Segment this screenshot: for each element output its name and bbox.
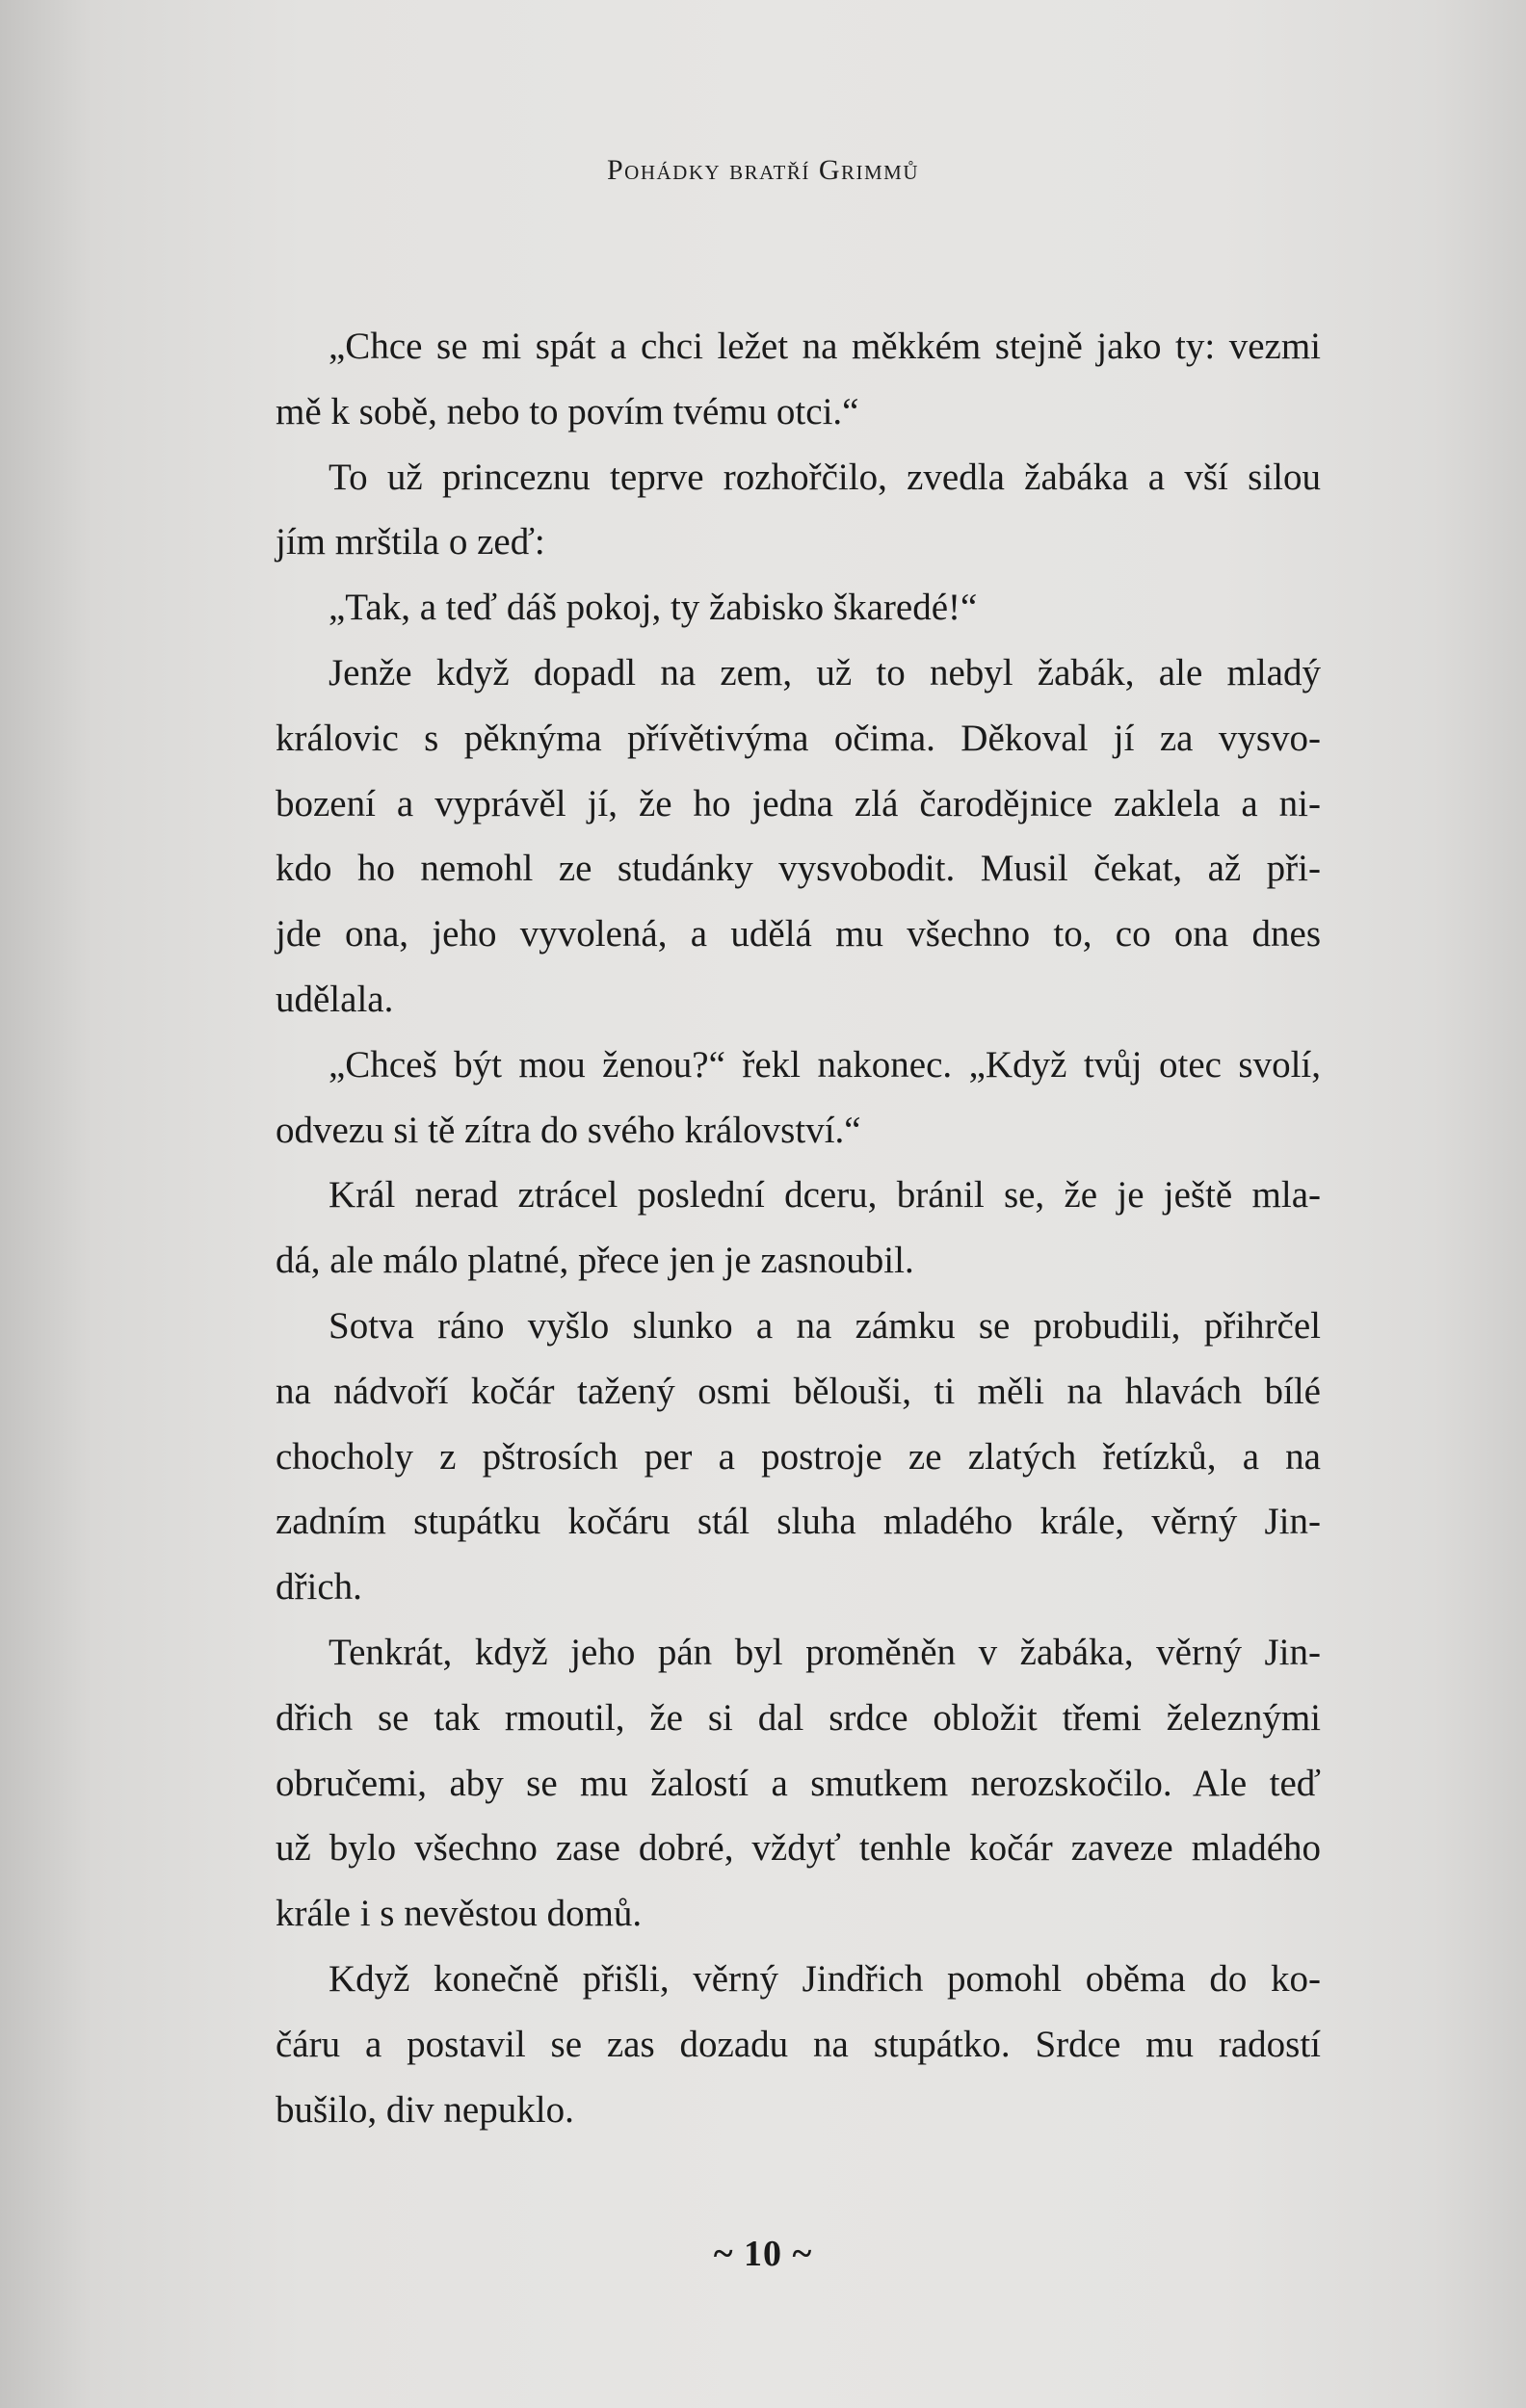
paragraph xyxy=(223,314,1321,445)
text-line: bušilo, div nepuklo. xyxy=(276,2088,574,2131)
text-line: Sotva ráno vyšlo slunko a na zámku se probudili, přihrčel xyxy=(329,1304,1321,1347)
text-line: kdo ho nemohl ze studánky vysvobodit. Musil čekat, až při- xyxy=(276,848,1321,890)
page-number: ~ 10 ~ xyxy=(713,2234,813,2274)
text-line: čáru a postavil se zas dozadu na stupátko. Srdce mu radostí xyxy=(276,2023,1321,2065)
text-line: dá, ale málo platné, přece jen je zasnoubil. xyxy=(276,1240,914,1282)
running-head: Pohádky bratří Grimmů xyxy=(606,154,920,186)
text-line: královic s pěknýma přívětivýma očima. Děkoval jí za vysvo- xyxy=(276,717,1321,759)
text-line: Jenže když dopadl na zem, už to nebyl žabák, ale mladý xyxy=(329,651,1321,694)
text-line: jde ona, jeho vyvolená, a udělá mu všechno to, co ona dnes xyxy=(276,913,1321,955)
text-line: mě k sobě, nebo to povím tvému otci.“ xyxy=(276,390,859,432)
text-line: Tenkrát, když jeho pán byl proměněn v žabáka, věrný Jin- xyxy=(329,1631,1321,1673)
text-line: odvezu si tě zítra do svého království.“ xyxy=(276,1109,861,1151)
text-line: zadním stupátku kočáru stál sluha mladého krále, věrný Jin- xyxy=(276,1501,1321,1543)
text-line: dřich se tak rmoutil, že si dal srdce obložit třemi železnými xyxy=(276,1696,1321,1739)
text-line: Když konečně přišli, věrný Jindřich pomohl oběma do ko- xyxy=(329,1957,1321,2000)
text-line: jím mrštila o zeď: xyxy=(276,521,545,563)
text-line: dřich. xyxy=(276,1566,362,1609)
text-line: „Chce se mi spát a chci ležet na měkkém stejně jako ty: vezmi xyxy=(329,326,1321,367)
text-line: Král nerad ztrácel poslední dceru, bránil se, že je ještě mla- xyxy=(329,1174,1321,1217)
paragraph xyxy=(223,1033,1321,1164)
text-line: „Chceš být mou ženou?“ řekl nakonec. „Když tvůj otec svolí, xyxy=(329,1043,1321,1086)
text-line: obručemi, aby se mu žalostí a smutkem nerozskočilo. Ale teď xyxy=(276,1762,1321,1804)
text-line: „Tak, a teď dáš pokoj, ty žabisko škaredé!“ xyxy=(329,587,978,629)
paragraph xyxy=(223,1294,1321,1620)
text-line: bození a vyprávěl jí, že ho jedna zlá čarodějnice zaklela a ni- xyxy=(276,782,1321,824)
paragraph xyxy=(223,1947,1321,2142)
paragraph xyxy=(223,1620,1321,1947)
text-line: To už princeznu teprve rozhořčilo, zvedla žabáka a vší silou xyxy=(329,456,1321,498)
text-line: udělala. xyxy=(276,978,394,1020)
paragraph xyxy=(223,641,1321,1033)
paragraph xyxy=(223,1163,1321,1294)
body-text xyxy=(223,314,1321,2142)
paragraph xyxy=(223,445,1321,576)
text-line: na nádvoří kočár tažený osmi bělouši, ti měli na hlavách bílé xyxy=(276,1370,1321,1412)
text-line: už bylo všechno zase dobré, vždyť tenhle kočár zaveze mladého xyxy=(276,1827,1321,1870)
text-line: chocholy z pštrosích per a postroje ze zlatých řetízků, a na xyxy=(276,1435,1321,1478)
text-line: krále i s nevěstou domů. xyxy=(276,1893,643,1935)
paragraph xyxy=(223,575,1321,641)
